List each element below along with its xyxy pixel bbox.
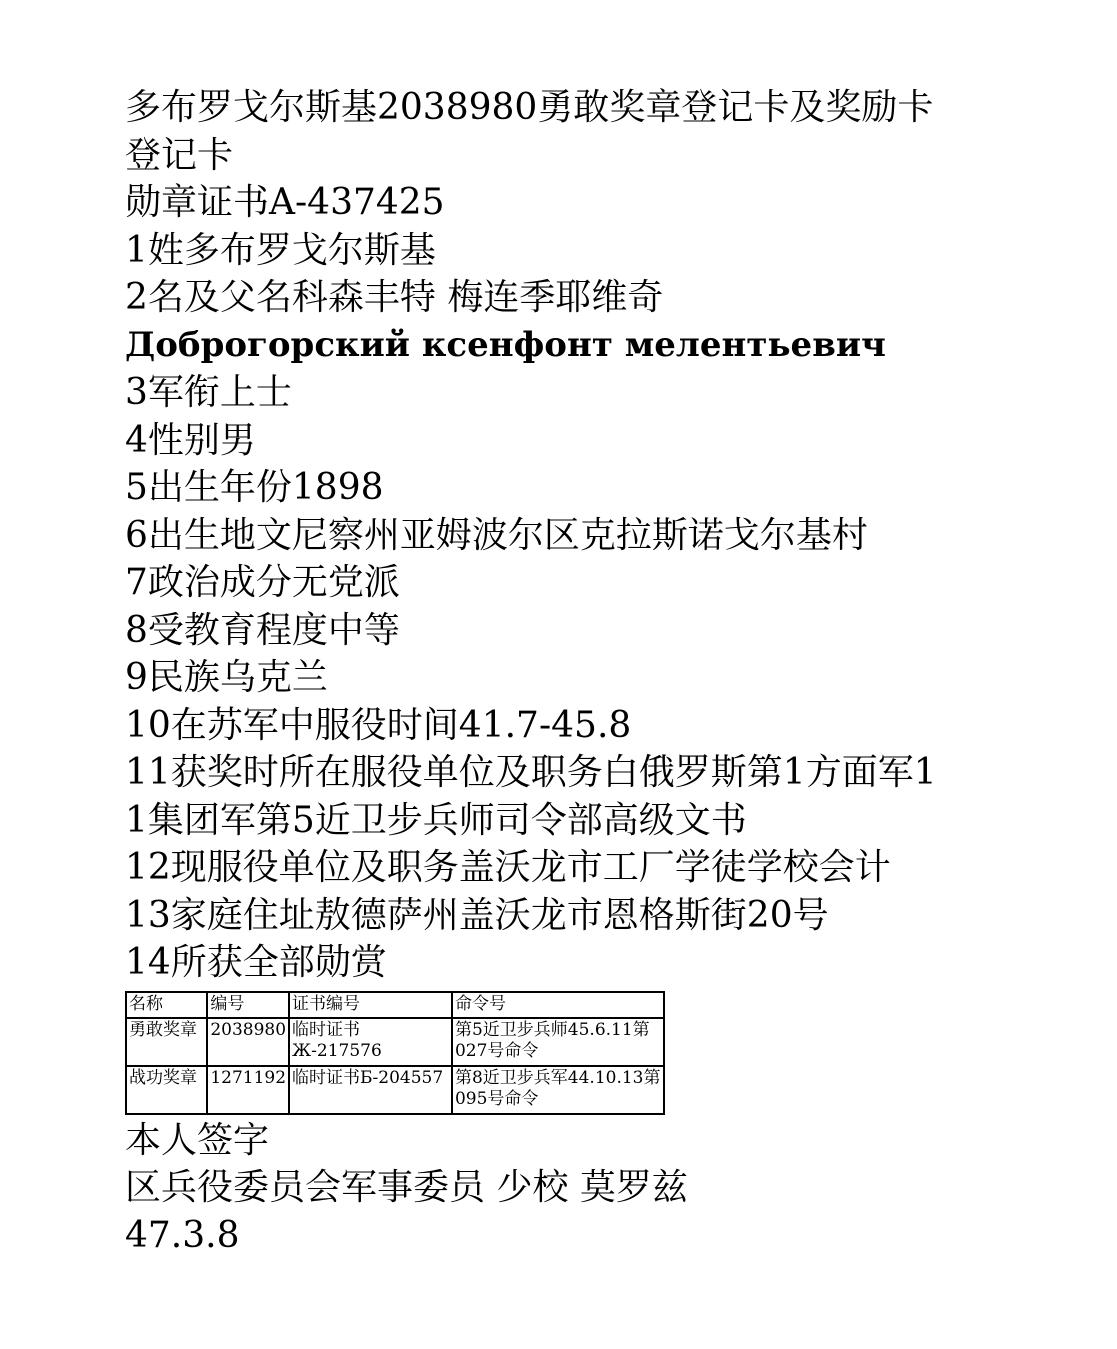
awards-table: [125, 991, 665, 1115]
award-order: 第5近卫步兵师45.6.11第027号命令: [452, 1018, 664, 1066]
field-name-patronymic: 2名及父名科森丰特 梅连季耶维奇: [125, 277, 664, 318]
field-current-unit: 12现服役单位及职务盖沃龙市工厂学徒学校会计: [125, 847, 891, 888]
header-certificate: 证书编号: [289, 992, 452, 1018]
field-all-awards: 14所获全部勋赏: [125, 942, 387, 983]
header-name: 名称: [126, 992, 207, 1018]
field-service-period: 10在苏军中服役时间41.7-45.8: [125, 704, 632, 746]
russian-name: Доброгорский ксенфонт мелентьевич: [125, 324, 886, 365]
table-row: [126, 1018, 664, 1066]
card-label: 登记卡: [125, 134, 234, 176]
field-surname: 1姓多布罗戈尔斯基: [125, 229, 436, 271]
field-nationality: 9民族乌克兰: [125, 657, 328, 698]
award-name: 战功奖章: [126, 1066, 207, 1114]
field-education: 8受教育程度中等: [125, 609, 400, 651]
signature-label: 本人签字: [125, 1119, 270, 1161]
commissioner: 区兵役委员会军事委员 少校 莫罗兹: [125, 1167, 688, 1208]
award-number: 1271192: [207, 1066, 289, 1114]
field-birth-year: 5出生年份1898: [125, 467, 384, 508]
medal-certificate: 勋章证书A-437425: [125, 182, 445, 223]
field-unit-at-award: 11获奖时所在服役单位及职务白俄罗斯第1方面军11集团军第5近卫步兵师司令部高级文书: [125, 752, 937, 841]
award-number: 2038980: [207, 1018, 289, 1066]
field-gender: 4性别男: [125, 419, 256, 461]
table-row: [126, 1066, 664, 1114]
field-party: 7政治成分无党派: [125, 562, 400, 603]
award-certificate: 临时证书Ж-217576: [289, 1018, 452, 1066]
header-number: 编号: [207, 992, 289, 1018]
document-body: [125, 84, 955, 1259]
header-order: 命令号: [452, 992, 664, 1018]
awards-header-row: [126, 992, 664, 1018]
award-order: 第8近卫步兵军44.10.13第095号命令: [452, 1066, 664, 1114]
field-birthplace: 6出生地文尼察州亚姆波尔区克拉斯诺戈尔基村: [125, 514, 868, 556]
award-name: 勇敢奖章: [126, 1018, 207, 1066]
award-certificate: 临时证书Б-204557: [289, 1066, 452, 1114]
document-date: 47.3.8: [125, 1214, 240, 1256]
field-home-address: 13家庭住址敖德萨州盖沃龙市恩格斯街20号: [125, 894, 829, 936]
field-rank: 3军衔上士: [125, 372, 292, 413]
document-title: 多布罗戈尔斯基2038980勇敢奖章登记卡及奖励卡: [125, 87, 934, 128]
